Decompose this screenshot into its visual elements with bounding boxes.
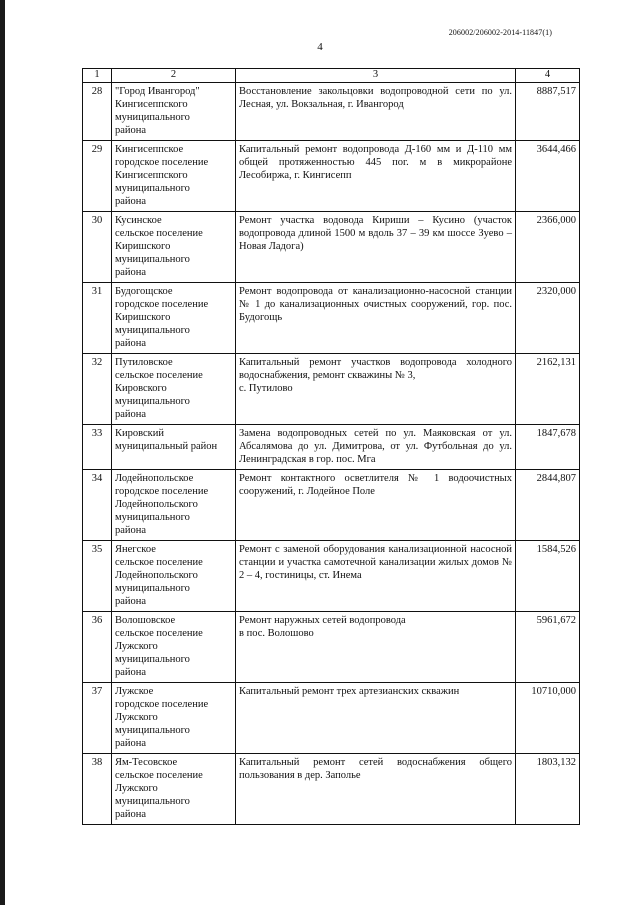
- row-number-cell-text: 36: [91, 615, 103, 626]
- work-description-cell-text: Капитальный ремонт трех артезианских скважин: [239, 686, 460, 697]
- amount-cell: [516, 754, 580, 825]
- row-number-cell: [83, 212, 112, 283]
- work-description-cell: [236, 283, 516, 354]
- amount-cell-text: 2366,000: [536, 215, 576, 226]
- row-number-cell: [83, 283, 112, 354]
- row-number-cell: [83, 612, 112, 683]
- amount-cell: [516, 612, 580, 683]
- municipality-cell-text: Кингисеппское городское поселение Кингисеппского муниципального района: [115, 144, 209, 207]
- column-header: 2: [112, 69, 236, 83]
- municipality-cell: [112, 141, 236, 212]
- row-number-cell: [83, 683, 112, 754]
- municipality-cell: [112, 283, 236, 354]
- work-description-cell-text: Ремонт участка водовода Кириши – Кусино (участок водопровода длиной 1500 м вдоль 37 – 39 км шоссе Зуево – Новая Ладога): [239, 215, 512, 252]
- row-number-cell-text: 32: [91, 357, 103, 368]
- municipality-cell: [112, 612, 236, 683]
- table-row: [83, 283, 580, 354]
- work-description-cell: [236, 212, 516, 283]
- municipality-cell: [112, 212, 236, 283]
- municipality-cell: [112, 354, 236, 425]
- amount-cell: [516, 354, 580, 425]
- row-number-cell: [83, 83, 112, 141]
- row-number-cell: [83, 754, 112, 825]
- municipality-cell: [112, 754, 236, 825]
- work-description-cell-text: Восстановление закольцовки водопроводной сети по ул. Лесная, ул. Вокзальная, г. Ивангород: [239, 86, 512, 110]
- municipality-cell-text: "Город Ивангород" Кингисеппского муниципального района: [115, 86, 200, 136]
- municipality-cell: [112, 683, 236, 754]
- work-description-cell: [236, 354, 516, 425]
- row-number-cell-text: 28: [91, 86, 103, 97]
- municipality-cell-text: Ям-Тесовское сельское поселение Лужского муниципального района: [115, 757, 203, 820]
- work-description-cell: [236, 612, 516, 683]
- row-number-cell: [83, 541, 112, 612]
- work-description-cell-text: Ремонт с заменой оборудования канализационной насосной станции и участка самотечной канализации жилых домов № 2 – 4, гостиницы, ст. Инема: [239, 544, 512, 581]
- amount-cell-text: 8887,517: [536, 86, 576, 97]
- page-number: 4: [317, 41, 323, 53]
- municipality-cell: [112, 541, 236, 612]
- table-row: [83, 141, 580, 212]
- row-number-cell: [83, 470, 112, 541]
- row-number-cell: [83, 354, 112, 425]
- work-description-cell: [236, 83, 516, 141]
- table-row: [83, 754, 580, 825]
- amount-cell: [516, 541, 580, 612]
- scan-edge: [0, 0, 5, 905]
- document-id: 206002/206002-2014-11847(1): [448, 28, 552, 37]
- row-number-cell-text: 35: [91, 544, 103, 555]
- amount-cell: [516, 83, 580, 141]
- municipality-cell-text: Янегское сельское поселение Лодейнопольского муниципального района: [115, 544, 203, 607]
- municipality-cell: [112, 470, 236, 541]
- work-description-cell: [236, 754, 516, 825]
- amount-cell: [516, 141, 580, 212]
- work-description-cell: [236, 425, 516, 470]
- municipality-cell-text: Лужское городское поселение Лужского муниципального района: [115, 686, 209, 749]
- row-number-cell-text: 37: [91, 686, 103, 697]
- row-number-cell-text: 34: [91, 473, 103, 484]
- amount-cell: [516, 283, 580, 354]
- table-row: [83, 683, 580, 754]
- amount-cell-text: 2320,000: [536, 286, 576, 297]
- table-header-row: [83, 69, 580, 83]
- column-header: 3: [236, 69, 516, 83]
- row-number-cell: [83, 141, 112, 212]
- table-row: [83, 470, 580, 541]
- work-description-cell-text: Ремонт наружных сетей водопровода в пос. Волошово: [239, 615, 406, 639]
- amount-cell-text: 2162,131: [536, 357, 576, 368]
- work-description-cell-text: Ремонт водопровода от канализационно-насосной станции № 1 до канализационных очистных сооружений, гор. пос. Будогощь: [239, 286, 512, 323]
- work-description-cell-text: Капитальный ремонт водопровода Д-160 мм и Д-110 мм общей протяженностью 445 пог. м в микрорайоне Лесобиржа, г. Кингисепп: [239, 144, 512, 181]
- table-row: [83, 541, 580, 612]
- table-body: [83, 83, 580, 825]
- amount-cell: [516, 683, 580, 754]
- municipality-cell-text: Будогощское городское поселение Киришского муниципального района: [115, 286, 209, 349]
- amount-cell-text: 1803,132: [536, 757, 576, 768]
- municipality-cell-text: Волошовское сельское поселение Лужского муниципального района: [115, 615, 203, 678]
- table-row: [83, 425, 580, 470]
- amount-cell-text: 1847,678: [536, 428, 576, 439]
- municipality-cell-text: Кусинское сельское поселение Киришского муниципального района: [115, 215, 203, 278]
- work-description-cell-text: Капитальный ремонт сетей водоснабжения общего пользования в дер. Заполье: [239, 757, 512, 781]
- amount-cell-text: 10710,000: [531, 686, 576, 697]
- work-description-cell-text: Замена водопроводных сетей по ул. Маяковская от ул. Абсалямова до ул. Димитрова, от ул. Футбольная до ул. Ленинградская в гор. пос. Мга: [239, 428, 512, 465]
- municipality-cell-text: Лодейнопольское городское поселение Лодейнопольского муниципального района: [115, 473, 209, 536]
- funding-table: [82, 68, 580, 825]
- table-row: [83, 354, 580, 425]
- amount-cell: [516, 425, 580, 470]
- amount-cell: [516, 212, 580, 283]
- amount-cell-text: 5961,672: [536, 615, 576, 626]
- table-row: [83, 212, 580, 283]
- work-description-cell: [236, 541, 516, 612]
- amount-cell: [516, 470, 580, 541]
- municipality-cell-text: Путиловское сельское поселение Кировского муниципального района: [115, 357, 203, 420]
- work-description-cell: [236, 470, 516, 541]
- work-description-cell: [236, 141, 516, 212]
- table-row: [83, 612, 580, 683]
- amount-cell-text: 1584,526: [536, 544, 576, 555]
- row-number-cell-text: 38: [91, 757, 103, 768]
- column-header: 4: [516, 69, 580, 83]
- work-description-cell: [236, 683, 516, 754]
- row-number-cell-text: 30: [91, 215, 103, 226]
- row-number-cell: [83, 425, 112, 470]
- municipality-cell: [112, 425, 236, 470]
- work-description-cell-text: Ремонт контактного осветлителя № 1 водоочистных сооружений, г. Лодейное Поле: [239, 473, 512, 497]
- row-number-cell-text: 29: [91, 144, 103, 155]
- municipality-cell-text: Кировский муниципальный район: [115, 428, 218, 452]
- row-number-cell-text: 31: [91, 286, 103, 297]
- amount-cell-text: 3644,466: [536, 144, 576, 155]
- column-header: 1: [83, 69, 112, 83]
- table-row: [83, 83, 580, 141]
- work-description-cell-text: Капитальный ремонт участков водопровода холодного водоснабжения, ремонт скважины № 3, с. Путилово: [239, 357, 512, 394]
- amount-cell-text: 2844,807: [536, 473, 576, 484]
- row-number-cell-text: 33: [91, 428, 103, 439]
- municipality-cell: [112, 83, 236, 141]
